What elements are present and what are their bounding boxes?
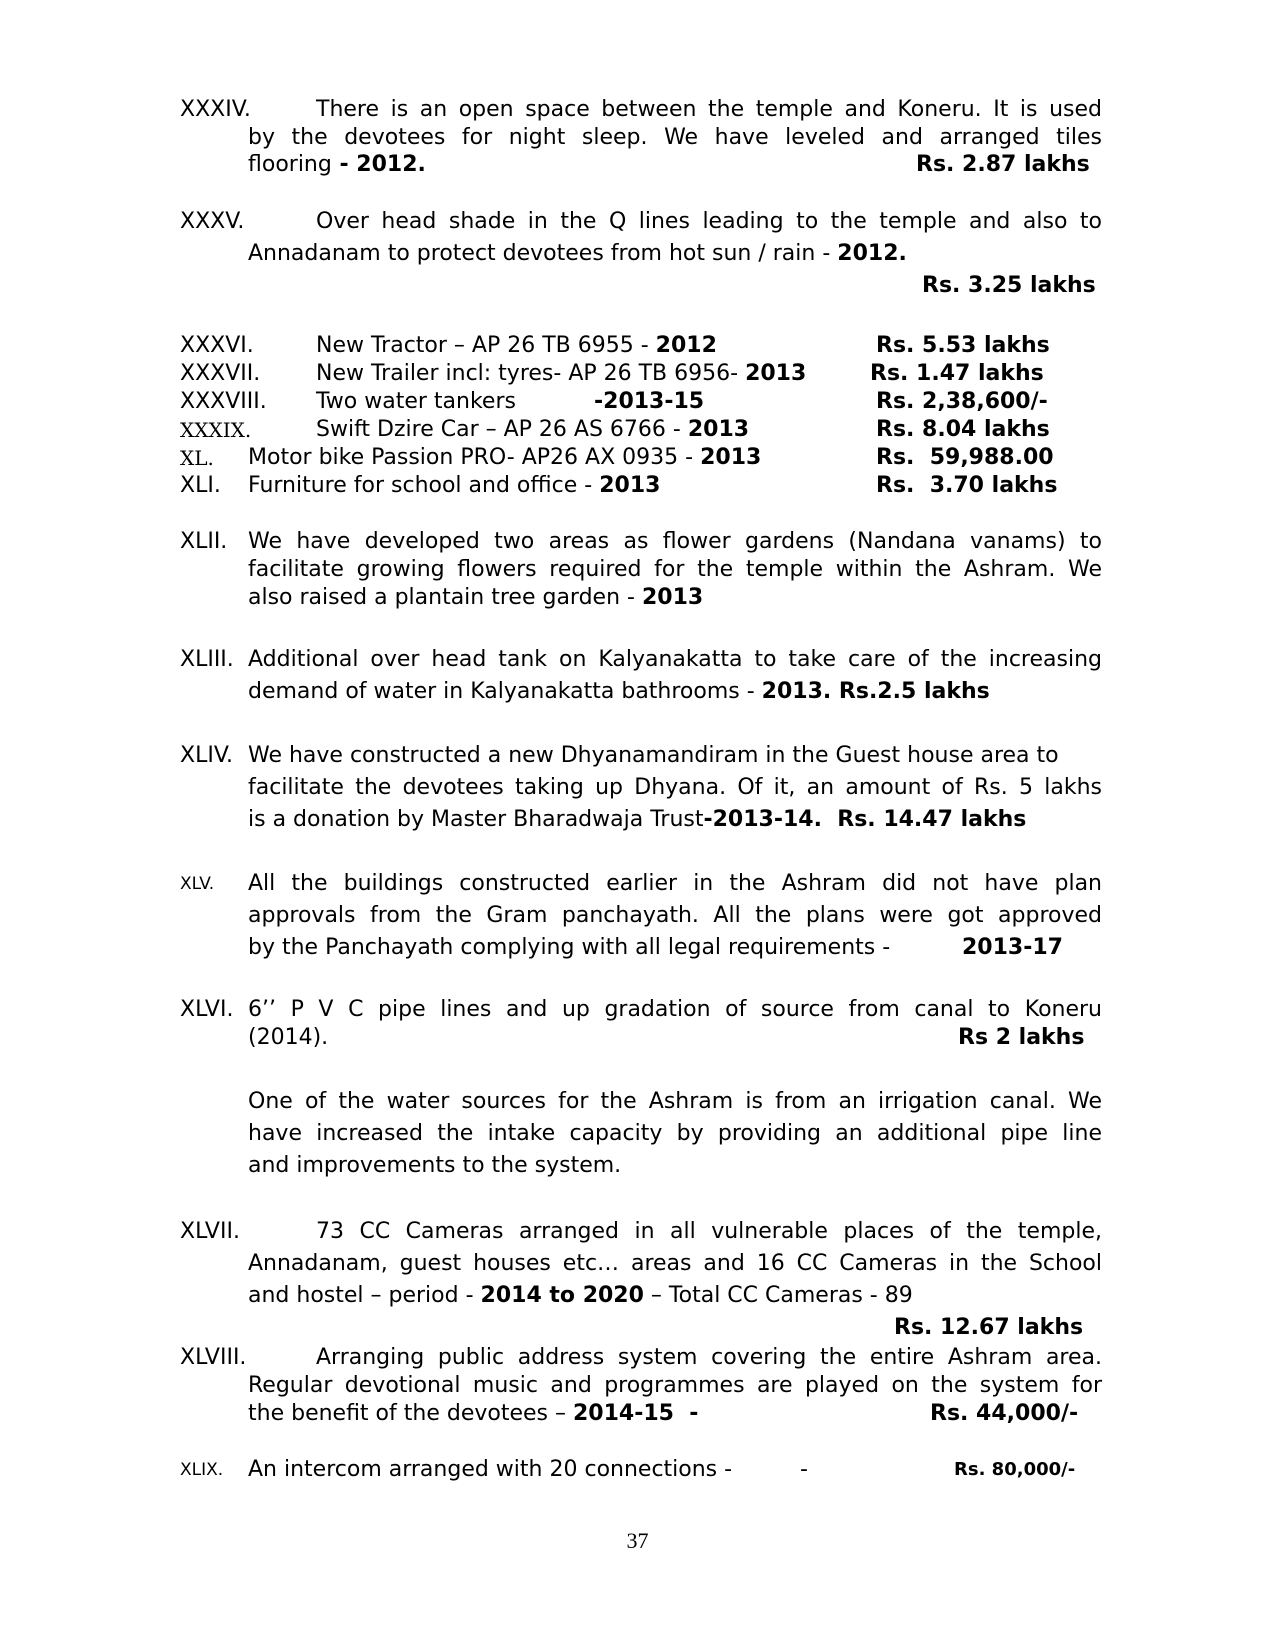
- item-number-xxxviii: XXXVIII.: [180, 389, 267, 414]
- item-xxxiv-amount: Rs. 2.87 lakhs: [916, 152, 1090, 177]
- item-number-xxxiv: XXXIV.: [180, 97, 251, 122]
- item-number-xliv: XLIV.: [180, 743, 234, 768]
- item-number-xli: XLI.: [180, 473, 221, 498]
- item-xliii-line2: demand of water in Kalyanakatta bathrooms - 2013. Rs.2.5 lakhs: [248, 679, 990, 704]
- item-xlvii-line2: Annadanam, guest houses etc… areas and 16 CC Cameras in the School: [248, 1251, 1102, 1276]
- item-number-xlvi: XLVI.: [180, 997, 234, 1022]
- item-xlv-year: 2013-17: [962, 935, 1063, 960]
- item-number-xlvii: XLVII.: [180, 1219, 240, 1244]
- item-xlix-dash: -: [800, 1457, 808, 1482]
- item-xliii-line1: Additional over head tank on Kalyanakatta to take care of the increasing: [248, 647, 1102, 672]
- item-xxxv-amount: Rs. 3.25 lakhs: [922, 273, 1096, 298]
- page-number: 37: [626, 1528, 649, 1553]
- item-xlvi-line1: 6’’ P V C pipe lines and up gradation of source from canal to Koneru: [248, 997, 1102, 1022]
- item-xlvii-line3: and hostel – period - 2014 to 2020 – Total CC Cameras - 89: [248, 1283, 913, 1308]
- item-xxxviii-year: -2013-15: [594, 389, 705, 414]
- item-xlv-line2: approvals from the Gram panchayath. All the plans were got approved: [248, 903, 1102, 928]
- item-xxxiv-line1: There is an open space between the temple and Koneru. It is used: [316, 97, 1102, 122]
- item-number-xxxv: XXXV.: [180, 209, 245, 234]
- item-xlvi-amount: Rs 2 lakhs: [958, 1025, 1085, 1050]
- item-xlii-line2: facilitate growing flowers required for the temple within the Ashram. We: [248, 557, 1102, 582]
- item-xlvi-para-line2: have increased the intake capacity by providing an additional pipe line: [248, 1121, 1102, 1146]
- item-xxxviii-text: Two water tankers: [316, 389, 516, 414]
- item-xliv-line3: is a donation by Master Bharadwaja Trust-2013-14. Rs. 14.47 lakhs: [248, 807, 1027, 832]
- item-xlviii-amount: Rs. 44,000/-: [930, 1401, 1079, 1426]
- item-xlvi-para-line3: and improvements to the system.: [248, 1153, 622, 1178]
- item-xxxv-line2: Annadanam to protect devotees from hot sun / rain - 2012.: [248, 241, 907, 266]
- item-xliv-line1: We have constructed a new Dhyanamandiram in the Guest house area to: [248, 743, 1059, 768]
- item-number-xlix: XLIX.: [180, 1460, 224, 1480]
- item-xli-amount: Rs. 3.70 lakhs: [876, 473, 1058, 498]
- item-xlviii-line2: Regular devotional music and programmes are played on the system for: [248, 1373, 1102, 1398]
- item-xxxvii-amount: Rs. 1.47 lakhs: [870, 361, 1044, 386]
- item-xlv-line3: by the Panchayath complying with all legal requirements -: [248, 935, 891, 960]
- item-xxxv-line1: Over head shade in the Q lines leading to the temple and also to: [316, 209, 1102, 234]
- item-number-xlviii: XLVIII.: [180, 1345, 247, 1370]
- item-xxxvii-text: New Trailer incl: tyres- AP 26 TB 6956- 2013: [316, 361, 807, 386]
- item-xxxiv-line3: flooring - 2012.: [248, 152, 426, 177]
- item-xl-amount: Rs. 59,988.00: [876, 445, 1054, 470]
- item-xliv-line2: facilitate the devotees taking up Dhyana. Of it, an amount of Rs. 5 lakhs: [248, 775, 1102, 800]
- item-xlvii-line1: 73 CC Cameras arranged in all vulnerable places of the temple,: [316, 1219, 1102, 1244]
- item-xxxviii-amount: Rs. 2,38,600/-: [876, 389, 1048, 414]
- item-xlii-line1: We have developed two areas as flower gardens (Nandana vanams) to: [248, 529, 1102, 554]
- item-xxxvi-text: New Tractor – AP 26 TB 6955 - 2012: [316, 333, 717, 358]
- item-xlix-text: An intercom arranged with 20 connections -: [248, 1457, 733, 1482]
- item-xxxix-text: Swift Dzire Car – AP 26 AS 6766 - 2013: [316, 417, 750, 442]
- item-number-xliii: XLIII.: [180, 647, 234, 672]
- item-xlv-line1: All the buildings constructed earlier in the Ashram did not have plan: [248, 871, 1102, 896]
- item-xxxix-amount: Rs. 8.04 lakhs: [876, 417, 1050, 442]
- item-xlviii-line3: the benefit of the devotees – 2014-15 -: [248, 1401, 699, 1426]
- item-xlii-line3: also raised a plantain tree garden - 2013: [248, 585, 704, 610]
- item-xxxiv-line2: by the devotees for night sleep. We have leveled and arranged tiles: [248, 125, 1102, 150]
- item-number-xlii: XLII.: [180, 529, 228, 554]
- item-number-xxxix: XXXIX.: [180, 418, 252, 442]
- item-xli-text: Furniture for school and office - 2013: [248, 473, 661, 498]
- item-xlix-amount: Rs. 80,000/-: [954, 1459, 1076, 1480]
- item-number-xlv: XLV.: [180, 874, 215, 894]
- item-number-xl: XL.: [180, 446, 214, 470]
- item-xlviii-line1: Arranging public address system covering the entire Ashram area.: [316, 1345, 1102, 1370]
- item-xlvi-line2: (2014).: [248, 1025, 329, 1050]
- item-xl-text: Motor bike Passion PRO- AP26 AX 0935 - 2013: [248, 445, 762, 470]
- item-number-xxxvi: XXXVI.: [180, 333, 254, 358]
- item-xlvii-amount: Rs. 12.67 lakhs: [894, 1315, 1084, 1340]
- item-xxxvi-amount: Rs. 5.53 lakhs: [876, 333, 1050, 358]
- item-number-xxxvii: XXXVII.: [180, 361, 261, 386]
- item-xlvi-para-line1: One of the water sources for the Ashram is from an irrigation canal. We: [248, 1089, 1102, 1114]
